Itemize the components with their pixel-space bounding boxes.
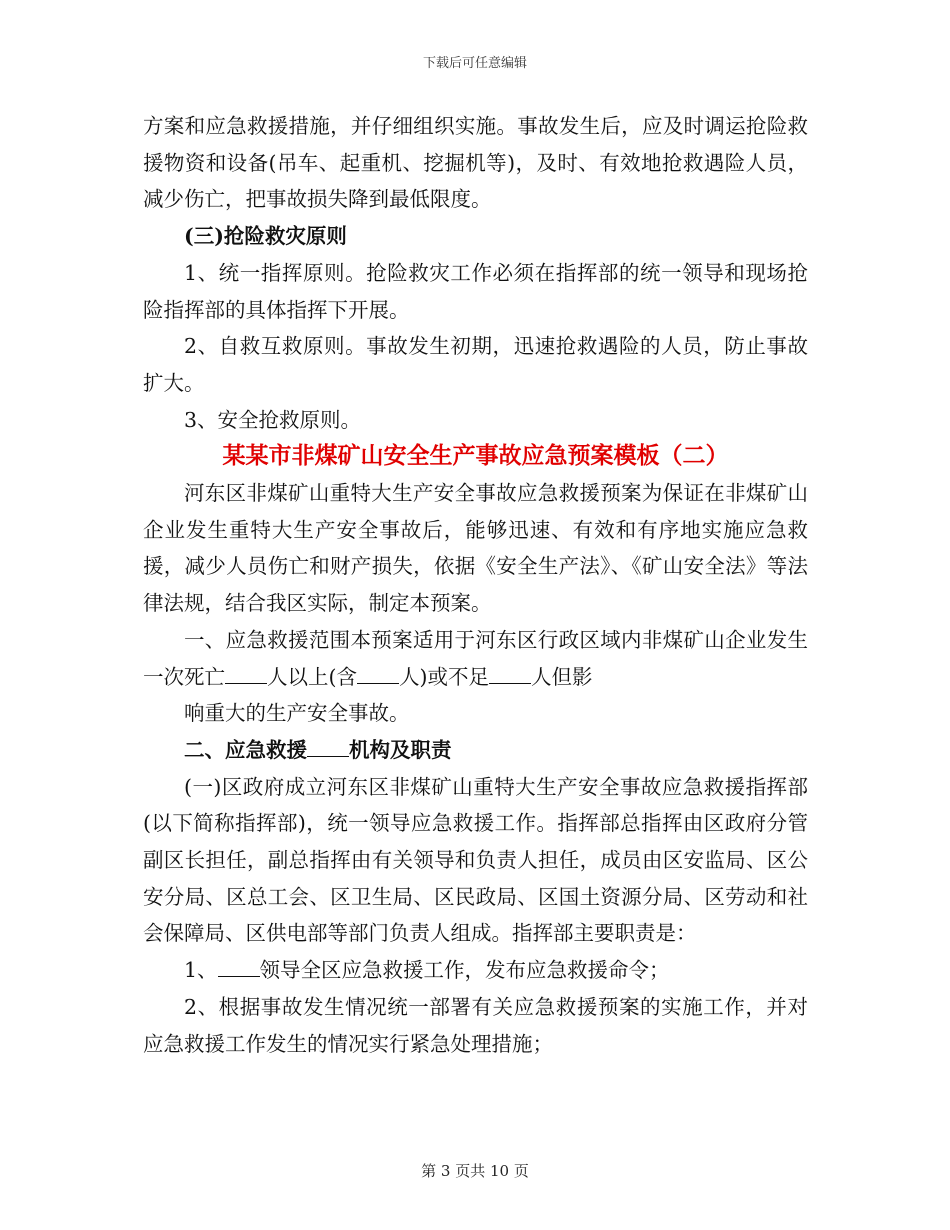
scope-text-d: 人但影 <box>531 664 593 689</box>
scope-text-c: 人)或不足 <box>399 664 489 689</box>
paragraph-scope <box>143 622 808 695</box>
paragraph-command-center: (一)区政府成立河东区非煤矿山重特大生产安全事故应急救援指挥部(以下简称指挥部)，统一领导应急救援工作。指挥部总指挥由区政府分管副区长担任，副总指挥由有关领导和负责人担任，成员由区安监局、区公安分局、区总工会、区卫生局、区民政局、区国土资源分局、区劳动和社会保障局、区供电部等部门负责人组成。指挥部主要职责是： <box>143 774 808 946</box>
blank-line <box>225 665 267 684</box>
principle-safe-rescue: 3、安全抢救原则。 <box>184 407 362 432</box>
organization-heading-b: 机构及职责 <box>349 737 452 762</box>
document-title: 某某市非煤矿山安全生产事故应急预案模板（二） <box>222 442 729 470</box>
principle-unified-command: 1、统一指挥原则。抢险救灾工作必须在指挥部的统一领导和现场抢险指挥部的具体指挥下开展。 <box>143 260 808 322</box>
heading-organization <box>143 732 808 769</box>
blank-line <box>357 665 399 684</box>
blank-line <box>218 958 260 977</box>
blank-line <box>307 738 349 757</box>
organization-heading-a: 二、应急救援 <box>184 737 307 762</box>
paragraph-scope-end: 响重大的生产安全事故。 <box>184 701 410 726</box>
duty-item-1 <box>143 952 808 989</box>
paragraph-rescue-measures: 方案和应急救援措施，并仔细组织实施。事故发生后，应及时调运抢险救援物资和设备(吊车、起重机、挖掘机等)，及时、有效地抢救遇险人员，减少伤亡，把事故损失降到最低限度。 <box>143 114 808 212</box>
scope-text-a: 一、应急救援范围本预案适用于河东区行政区域内非煤矿山企业发生一次死亡 <box>143 627 808 689</box>
blank-line <box>489 665 531 684</box>
page-footer: 第 3 页共 10 页 <box>421 1162 529 1180</box>
paragraph-intro: 河东区非煤矿山重特大生产安全事故应急救援预案为保证在非煤矿山企业发生重特大生产安全事故后，能够迅速、有效和有序地实施应急救援，减少人员伤亡和财产损失，依据《安全生产法》、《矿山安全法》等法律法规，结合我区实际，制定本预案。 <box>143 481 808 616</box>
document-body <box>143 108 808 1062</box>
scope-text-b: 人以上(含 <box>267 664 357 689</box>
duty-1-text: 领导全区应急救援工作，发布应急救援命令； <box>259 958 670 983</box>
principle-self-rescue: 2、自救互救原则。事故发生初期，迅速抢救遇险的人员，防止事故扩大。 <box>143 334 808 395</box>
duty-1-number: 1、 <box>184 958 218 983</box>
duty-item-2: 2、根据事故发生情况统一部署有关应急救援预案的实施工作，并对应急救援工作发生的情况实行紧急处理措施； <box>143 994 808 1056</box>
header-note: 下载后可任意编辑 <box>422 56 527 71</box>
heading-rescue-principles: (三)抢险救灾原则 <box>184 224 347 249</box>
